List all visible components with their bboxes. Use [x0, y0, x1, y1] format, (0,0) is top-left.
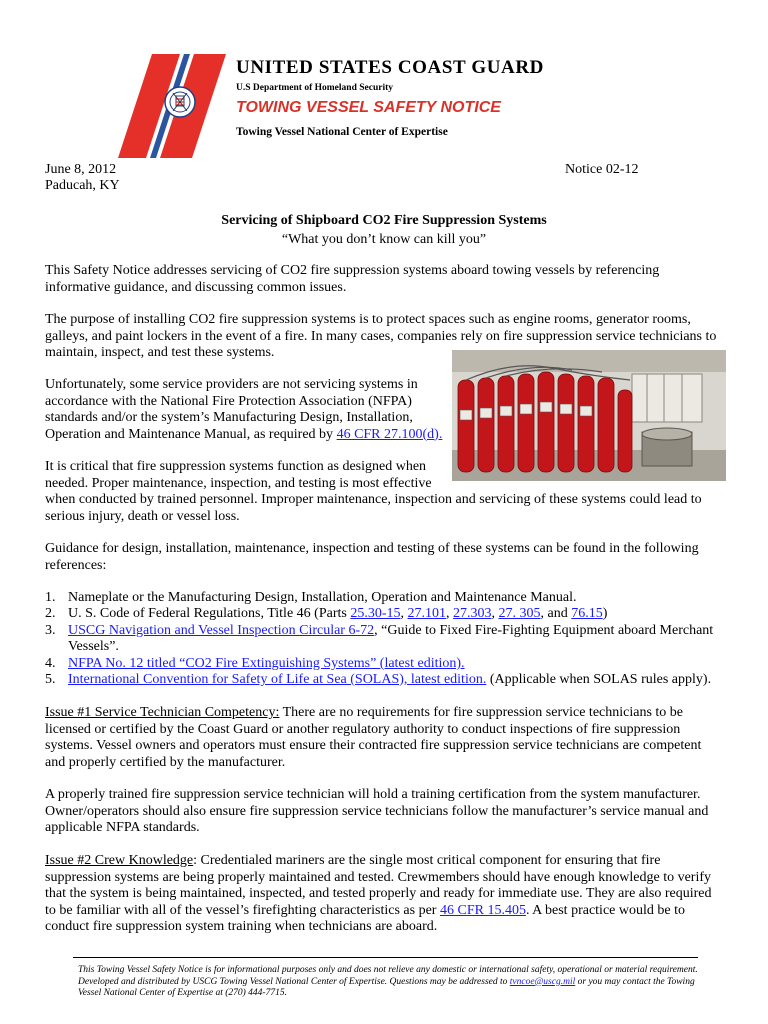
notice-number: Notice 02-12 — [565, 162, 639, 177]
link-nfpa-12[interactable]: NFPA No. 12 titled “CO2 Fire Extinguishing Systems” (latest edition). — [68, 656, 465, 671]
paragraph-line: Unfortunately, some service providers are not servicing systems in — [45, 377, 418, 392]
header-dept: U.S Department of Homeland Security — [236, 83, 393, 93]
list-number: 4. — [45, 656, 56, 671]
list-item — [45, 656, 465, 673]
link-nvic-6-72[interactable]: USCG Navigation and Vessel Inspection Circular 6-72 — [68, 623, 375, 638]
list-item-text: U. S. Code of Federal Regulations, Title 46 (Parts — [68, 606, 351, 621]
list-item — [45, 672, 711, 689]
list-separator: , — [491, 606, 499, 621]
email-link[interactable]: tvncoe@uscg.mil — [509, 976, 576, 987]
paragraph-line: accordance with the National Fire Protection Association (NFPA) — [45, 393, 412, 409]
list-separator: , — [446, 606, 453, 621]
issue2-text: : Credentialed mariners are the single most critical component for ensuring that fire suppression systems are being properly maintained and tested. Crewmembers should have enough knowledge to verify that the system is being maintained, inspected, and tested properly and ready for immediate use. They are also required to be familiar with all of the vessel’s firefighting characteristics as per — [45, 853, 712, 918]
list-item-continuation: Vessels”. — [68, 639, 119, 654]
footer-divider — [73, 957, 698, 958]
footer-text-end: or you may contact the Towing Vessel National Center of Expertise at (270) 444-7715. — [78, 976, 695, 998]
header-center: Towing Vessel National Center of Expertise — [236, 126, 448, 138]
list-number: 3. — [45, 623, 56, 638]
issue2-paragraph — [45, 853, 725, 936]
list-item — [45, 623, 713, 640]
co2-cylinder-bank-photo — [452, 350, 726, 481]
coast-guard-emblem-icon — [165, 87, 195, 117]
notice-location: Paducah, KY — [45, 178, 120, 193]
paragraph-line: needed. Proper maintenance, inspection, and testing is most effective — [45, 475, 432, 491]
link-76-15[interactable]: 76.15 — [571, 606, 603, 621]
issue2-heading: Issue #2 Crew Knowledge — [45, 853, 194, 868]
paragraph-line: It is critical that fire suppression systems function as designed when — [45, 459, 427, 474]
list-item-text: Nameplate or the Manufacturing Design, Installation, Operation and Maintenance Manual. — [68, 590, 577, 605]
link-27-101[interactable]: 27.101 — [407, 606, 446, 621]
link-solas[interactable]: International Convention for Safety of Life at Sea (SOLAS), latest edition. — [68, 672, 487, 687]
issue1-text: There are no requirements for fire suppression service technicians to be licensed or certified by the Coast Guard or another regulatory authority to conduct inspections of fire suppression systems. Vessel owners and operators must ensure their contracted fire suppression service technicians are competent and properly certified by the manufacturer. — [45, 705, 702, 770]
link-46cfr-27-100d[interactable]: 46 CFR 27.100(d). — [336, 426, 443, 442]
link-25-30-15[interactable]: 25.30-15 — [350, 606, 401, 621]
list-number: 2. — [45, 606, 56, 621]
issue1-paragraph — [45, 705, 725, 771]
link-27-305[interactable]: 27. 305 — [498, 606, 541, 621]
paragraph-line: when conducted by trained personnel. Improper maintenance, inspection and servicing of these systems could lead to serious injury, death or vessel loss. — [45, 492, 702, 524]
notice-date: June 8, 2012 — [45, 162, 117, 177]
service-providers-paragraph — [45, 377, 445, 443]
paragraph-line: Operation and Maintenance Manual, as required by — [45, 426, 337, 442]
document-subtitle: “What you don’t know can kill you” — [281, 232, 487, 247]
paragraph-line: standards and/or the system’s Manufacturing Design, Installation, — [45, 410, 413, 425]
guidance-paragraph: Guidance for design, installation, maintenance, inspection and testing of these systems can be found in the following references: — [45, 541, 699, 573]
footer-disclaimer — [78, 965, 698, 1000]
list-item-text: (Applicable when SOLAS rules apply). — [486, 672, 712, 687]
link-46cfr-15-405[interactable]: 46 CFR 15.405 — [439, 902, 526, 918]
uscg-racing-stripe-logo — [118, 54, 230, 158]
references-list — [45, 590, 725, 690]
header-title: TOWING VESSEL SAFETY NOTICE — [236, 99, 501, 116]
header-org: UNITED STATES COAST GUARD — [236, 57, 544, 78]
document-title: Servicing of Shipboard CO2 Fire Suppression Systems — [221, 213, 547, 228]
list-number: 5. — [45, 672, 56, 687]
list-separator: , and — [540, 606, 572, 621]
list-number: 1. — [45, 590, 56, 605]
link-27-303[interactable]: 27.303 — [453, 606, 492, 621]
list-item-text: , “Guide to Fixed Fire-Fighting Equipment aboard Merchant — [374, 623, 714, 638]
list-separator: ) — [602, 606, 608, 621]
purpose-paragraph: The purpose of installing CO2 fire suppression systems is to protect spaces such as engine rooms, generator rooms, galleys, and paint lockers in the event of a fire. In many cases, companies rely on fire suppression service technicians to maintain, inspect, and test these systems. — [45, 312, 717, 360]
list-item — [45, 590, 577, 607]
issue1-heading: Issue #1 Service Technician Competency: — [45, 705, 280, 720]
intro-paragraph: This Safety Notice addresses servicing of CO2 fire suppression systems aboard towing vessels by referencing informative guidance, and discussing common issues. — [45, 263, 660, 295]
list-separator: , — [400, 606, 408, 621]
footer-text: This Towing Vessel Safety Notice is for informational purposes only and does not relieve any domestic or international safety, operational or material requirement. Developed and distributed by USCG Towing Vessel National Center of Expertise. Questions may be addressed to — [78, 965, 698, 987]
trained-technician-paragraph: A properly trained fire suppression service technician will hold a training certification from the system manufacturer. Owner/operators should also ensure fire suppression service technicians follow the manufacturer’s service manual and applicable NFPA standards. — [45, 787, 709, 835]
list-item — [45, 606, 607, 623]
issue2-text-end: . A best practice would be to conduct fire suppression system training when technicians are aboard. — [45, 902, 685, 934]
